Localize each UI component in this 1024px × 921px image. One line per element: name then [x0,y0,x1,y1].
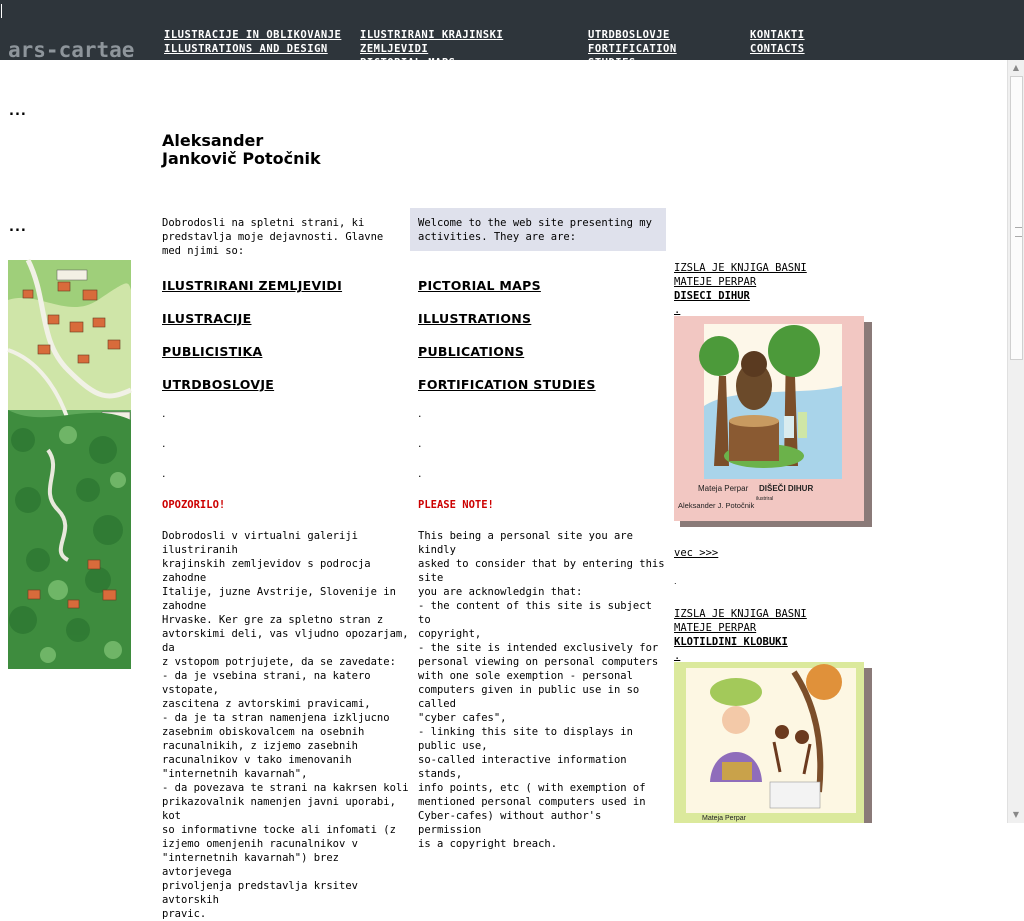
copyright-notice-en: This being a personal site you are kindly asked to consider that by entering this site you are acknowledgin that: - the content of this site is subject to copyright, - the site is intended exclusively for personal viewing on personal computers with one sole exemption - personal computers given in public use in so called "cyber cafes", - linking this site to displays in public use, so-called interactive information stands, info points, etc ( with exemption of mentioned personal computers used in Cyber-cafes) without author's permission is a copyright breach. [418,530,665,850]
header-bar [0,0,1024,69]
nav-label-en[interactable]: CONTACTS [750,43,805,55]
nav-pictorial-maps[interactable] [360,28,504,69]
book-cover-image [674,662,872,823]
book-cover-image [674,316,872,527]
cover-author: Mateja Perpar [698,484,749,493]
nav-label-sl[interactable]: ILUSTRACIJE IN OBLIKOVANJE [164,29,342,41]
scroll-up-arrow-icon[interactable]: ▲ [1012,63,1020,72]
nav-label-en-2[interactable]: STUDIES [588,57,636,69]
warning-heading-sl: OPOZORILO! [162,499,226,511]
cover-author: Mateja Perpar [702,815,746,822]
link-fortification-studies[interactable]: FORTIFICATION STUDIES [418,377,596,392]
link-utrdboslovje[interactable]: UTRDBOSLOVJE [162,377,275,392]
scrollbar-thumb[interactable] [1010,76,1023,360]
link-pictorial-maps[interactable]: PICTORIAL MAPS [418,278,541,293]
nav-label-sl-2[interactable]: ZEMLJEVIDI [360,43,429,55]
nav-label-en[interactable]: FORTIFICATION [588,43,677,55]
nav-label-en[interactable]: ILLUSTRATIONS AND DESIGN [164,43,328,55]
title-last-name: Jankovič Potočnik [162,149,321,168]
cover-illustrated-label: ilustriral [756,496,774,502]
spacer-dot: . [162,407,166,420]
warning-heading-en: PLEASE NOTE! [418,499,494,511]
spacer-dot: . [674,577,677,586]
news-dot: . [674,304,681,316]
more-link[interactable]: vec >>> [674,547,719,559]
intro-slovene: Dobrodosli na spletni strani, ki predstavlja moje dejavnosti. Glavne med njimi so: [162,217,384,257]
spacer-dot: . [162,467,166,480]
map-illustration [8,260,131,669]
spacer-dot: . [162,437,166,450]
nav-contacts[interactable] [750,28,805,60]
link-ilustracije[interactable]: ILUSTRACIJE [162,311,252,326]
spacer-dot: . [418,437,422,450]
news-line[interactable]: IZSLA JE KNJIGA BASNI [674,262,807,274]
nav-label-sl[interactable]: KONTAKTI [750,29,805,41]
cover-title: DIŠEČI DIHUR [759,484,814,493]
sidebar-dots: ... [9,104,27,119]
news-line[interactable]: MATEJE PERPAR [674,622,757,634]
scroll-down-arrow-icon[interactable]: ▼ [1012,810,1020,819]
news-book-title[interactable]: DISECI DIHUR [674,290,750,302]
spacer-dot: . [418,407,422,420]
sidebar-dots: ... [9,220,27,235]
book-cover-klotildini-klobuki[interactable] [674,662,872,823]
title-first-name: Aleksander [162,131,264,150]
copyright-notice-sl: Dobrodosli v virtualni galeriji ilustriranih krajinskih zemljevidov s podrocja zahodne Italije, juzne Avstrije, Slovenije in zahodne Hrvaske. Ker gre za spletno stran z avtorskimi deli, vas vljudno opozarjam, da z vstopom potrjujete, da se zavedate: - da je vsebina strani, na katero vstopate, zascitena z avtorskimi pravicami, - da je ta stran namenjena izkljucno zasebnim obiskovalcem na osebnih racunalnikih, z izjemo zasebnih racunalnikov v tako imenovanih "internetnih kavarnah", - da povezava te strani na kakrsen koli prikazovalnik namenjen javni uporabi, kot so informativne tocke ali infomati (z izjemo omenjenih racunalnikov v "internetnih kavarnah") brez avtorjevega privoljenja predstavlja krsitev avtorskih pravic. [162,530,409,920]
link-ilustrirani-zemljevidi[interactable]: ILUSTRIRANI ZEMLJEVIDI [162,278,343,293]
link-publications[interactable]: PUBLICATIONS [418,344,525,359]
pictorial-map-image[interactable] [8,260,131,669]
vertical-scrollbar[interactable] [1007,60,1024,823]
link-illustrations[interactable]: ILLUSTRATIONS [418,311,532,326]
site-logo[interactable]: ars-cartae [8,38,135,62]
book-cover-diseci-dihur[interactable] [674,316,872,527]
intro-english: Welcome to the web site presenting my activities. They are are: [410,208,666,251]
news-book-title[interactable]: KLOTILDINI KLOBUKI [674,636,788,648]
nav-label-en[interactable]: PICTORIAL MAPS [360,57,456,69]
grip-icon [1015,227,1022,237]
news-line[interactable]: MATEJE PERPAR [674,276,757,288]
header-tick [1,4,2,18]
nav-fortification[interactable] [588,28,677,69]
page-title [162,132,321,168]
nav-label-sl[interactable]: ILUSTRIRANI KRAJINSKI [360,29,504,41]
news-line[interactable]: IZSLA JE KNJIGA BASNI [674,608,807,620]
nav-illustrations[interactable] [164,28,341,60]
news-item-2[interactable] [674,607,807,663]
news-item-1[interactable] [674,261,807,317]
link-publicistika[interactable]: PUBLICISTIKA [162,344,263,359]
nav-label-sl[interactable]: UTRDBOSLOVJE [588,29,670,41]
spacer-dot: . [418,467,422,480]
news-dot: . [674,650,681,662]
cover-illustrator: Aleksander J. Potočnik [678,501,755,510]
